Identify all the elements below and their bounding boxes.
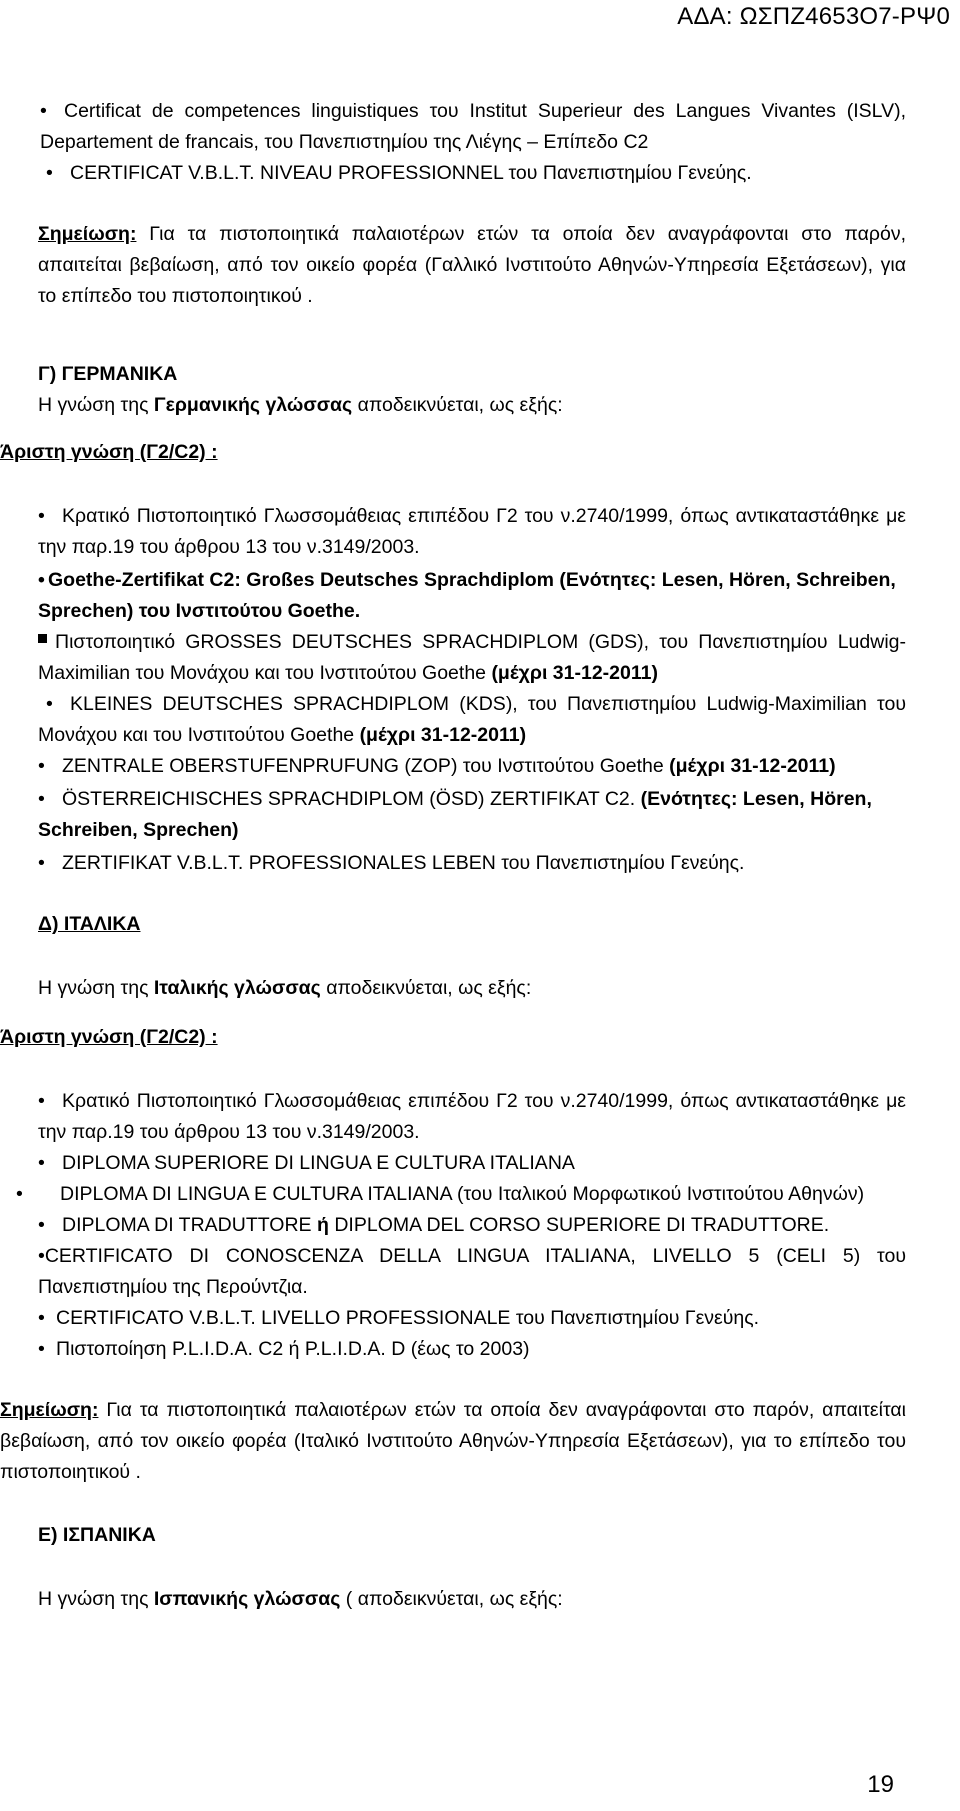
page-number: 19	[867, 1771, 894, 1798]
section-heading-spanish: Ε) ΙΣΠΑΝΙΚΑ	[38, 1524, 156, 1546]
section-intro: Η γνώση της Γερμανικής γλώσσας αποδεικνύεται, ως εξής:	[38, 394, 563, 416]
bullet-icon: •	[38, 788, 45, 810]
level-heading: Άριστη γνώση (Γ2/C2) :	[0, 441, 218, 463]
bullet-icon: •	[16, 1183, 23, 1205]
list-item: • Certificat de competences linguistiques του Institut Superieur des Langues Vivantes (ISLV), Departement de francais, του Πανεπιστημίου της Λιέγης – Επίπεδο C2	[40, 96, 906, 158]
list-item: • DIPLOMA DI LINGUA E CULTURA ITALIANA (του Ιταλικού Μορφωτικού Ινστιτούτου Αθηνών)	[38, 1179, 906, 1210]
list-item: • CERTIFICATO V.B.L.T. LIVELLO PROFESSIONALE του Πανεπιστημίου Γενεύης.	[38, 1303, 906, 1334]
square-bullet-icon	[38, 634, 47, 643]
list-item: • KLEINES DEUTSCHES SPRACHDIPLOM (KDS), του Πανεπιστημίου Ludwig-Maximilian του Μονάχου και του Ινστιτούτου Goethe (μέχρι 31-12-2011)	[38, 689, 906, 751]
bullet-icon: •	[38, 852, 45, 874]
list-item: • DIPLOMA DI TRADUTTORE ή DIPLOMA DEL CORSO SUPERIORE DI TRADUTTORE.	[38, 1210, 906, 1241]
list-item: • DIPLOMA SUPERIORE DI LINGUA E CULTURA ITALIANA	[38, 1148, 906, 1179]
list-item: •CERTIFICATO DI CONOSCENZA DELLA LINGUA ITALIANA, LIVELLO 5 (CELI 5) του Πανεπιστημίου της Περούντζια.	[38, 1245, 906, 1298]
list-item: • CERTIFICAT V.B.L.T. NIVEAU PROFESSIONNEL του Πανεπιστημίου Γενεύης.	[46, 158, 906, 189]
section-intro: Η γνώση της Ισπανικής γλώσσας ( αποδεικνύεται, ως εξής:	[38, 1588, 563, 1610]
note-label: Σημείωση:	[0, 1399, 99, 1421]
bullet-icon: •	[40, 100, 47, 122]
list-item: • ZERTIFIKAT V.B.L.T. PROFESSIONALES LEBEN του Πανεπιστημίου Γενεύης.	[38, 848, 906, 879]
bullet-icon: •	[46, 693, 53, 715]
bullet-icon: •	[38, 1245, 45, 1267]
section-intro: Η γνώση της Ιταλικής γλώσσας αποδεικνύεται, ως εξής:	[38, 977, 532, 999]
page-content	[0, 96, 906, 1615]
bullet-icon: •	[38, 569, 45, 591]
list-item: • ÖSTERREICHISCHES SPRACHDIPLOM (ÖSD) ZERTIFIKAT C2. (Ενότητες: Lesen, Hören, Schreiben, Sprechen)	[38, 784, 906, 846]
bullet-icon: •	[38, 755, 45, 777]
list-item: • Goethe-Zertifikat C2: Großes Deutsches Sprachdiplom (Ενότητες: Lesen, Hören, Schreiben, Sprechen) του Ινστιτούτου Goethe.	[38, 565, 906, 627]
bullet-icon: •	[46, 162, 53, 184]
level-heading: Άριστη γνώση (Γ2/C2) :	[0, 1026, 218, 1048]
ada-code: ΑΔΑ: ΩΣΠΖ4653Ο7-ΡΨ0	[677, 3, 950, 30]
note-paragraph: Σημείωση: Για τα πιστοποιητικά παλαιοτέρων ετών τα οποία δεν αναγράφονται στο παρόν, απαιτείται βεβαίωση, από τον οικείο φορέα (Ιταλικό Ινστιτούτο Αθηνών-Υπηρεσία Εξετάσεων), για το επίπεδο του πιστοποιητικού .	[0, 1399, 906, 1483]
bullet-icon: •	[38, 1307, 45, 1329]
list-item: • ZENTRALE OBERSTUFENPRUFUNG (ZOP) του Ινστιτούτου Goethe (μέχρι 31-12-2011)	[38, 751, 906, 782]
bullet-icon: •	[38, 1090, 45, 1112]
bullet-icon: •	[38, 1214, 45, 1236]
bullet-icon: •	[38, 1152, 45, 1174]
bullet-icon: •	[38, 1338, 45, 1360]
bullet-icon: •	[38, 505, 45, 527]
list-item: • Κρατικό Πιστοποιητικό Γλωσσομάθειας επιπέδου Γ2 του ν.2740/1999, όπως αντικαταστάθηκε με την παρ.19 του άρθρου 13 του ν.3149/2003.	[38, 1086, 906, 1148]
section-heading-italian: Δ) ΙΤΑΛΙΚΑ	[38, 913, 141, 935]
list-item: Πιστοποιητικό GROSSES DEUTSCHES SPRACHDIPLOM (GDS), του Πανεπιστημίου Ludwig-Maximilian του Μονάχου και του Ινστιτούτου Goethe (μέχρι 31-12-2011)	[38, 631, 906, 684]
note-label: Σημείωση:	[38, 223, 137, 245]
list-item: • Πιστοποίηση P.L.I.D.A. C2 ή P.L.I.D.A. D (έως το 2003)	[38, 1334, 906, 1365]
section-heading-german: Γ) ΓΕΡΜΑΝΙΚΑ	[38, 363, 178, 385]
note-paragraph: Σημείωση: Για τα πιστοποιητικά παλαιοτέρων ετών τα οποία δεν αναγράφονται στο παρόν, απαιτείται βεβαίωση, από τον οικείο φορέα (Γαλλικό Ινστιτούτο Αθηνών-Υπηρεσία Εξετάσεων), για το επίπεδο του πιστοποιητικού .	[38, 223, 906, 307]
list-item: • Κρατικό Πιστοποιητικό Γλωσσομάθειας επιπέδου Γ2 του ν.2740/1999, όπως αντικαταστάθηκε με την παρ.19 του άρθρου 13 του ν.3149/2003.	[38, 501, 906, 563]
